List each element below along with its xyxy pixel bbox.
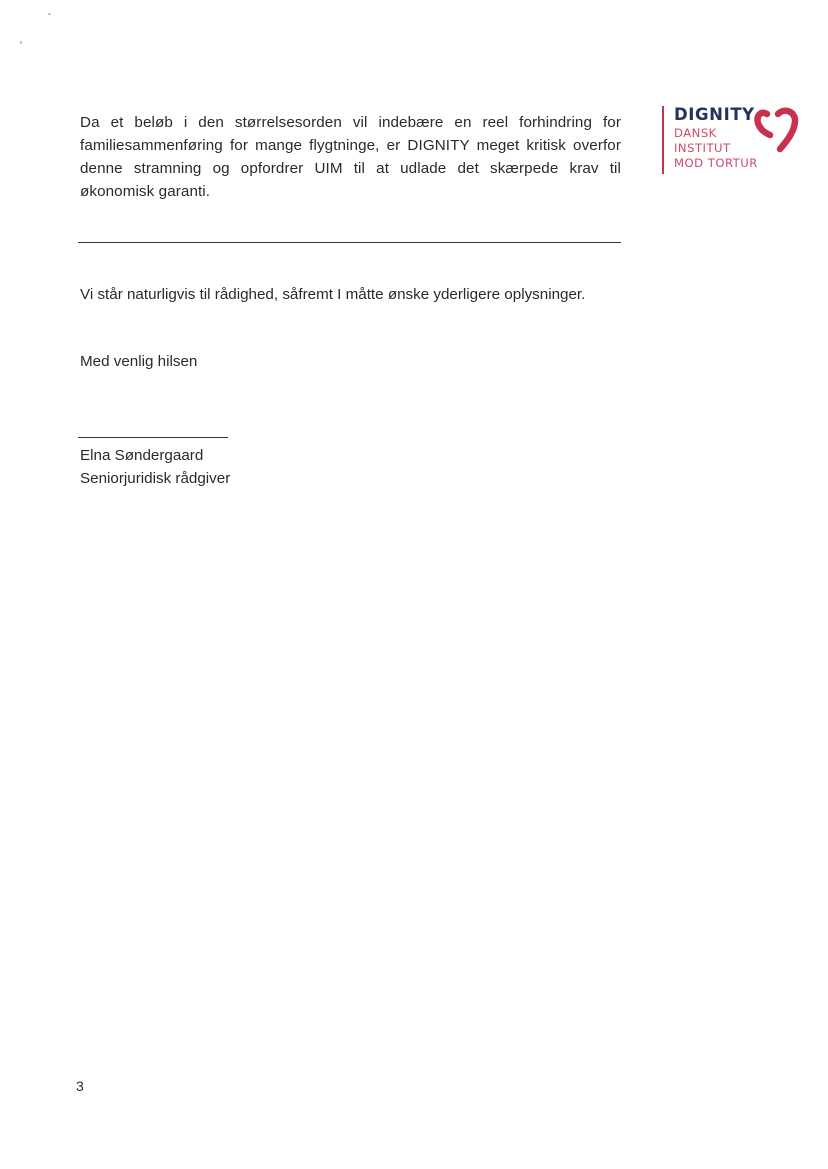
closing-sentence: Vi står naturligvis til rådighed, såfremt I måtte ønske yderligere oplysninger. <box>80 286 586 303</box>
horizontal-divider <box>78 242 621 243</box>
scan-speck <box>48 13 51 15</box>
signature-line <box>78 437 228 438</box>
heart-logo-icon <box>754 104 800 154</box>
logo-divider-bar <box>662 106 664 174</box>
logo-subtitle-line-3: MOD TORTUR <box>674 156 758 170</box>
page-number: 3 <box>76 1078 84 1094</box>
logo-subtitle-line-2: INSTITUT <box>674 141 731 155</box>
greeting: Med venlig hilsen <box>80 353 198 370</box>
body-paragraph: Da et beløb i den størrelsesorden vil indebære en reel forhindring for familiesammenføring for mange flygtninge, er DIGNITY meget kritisk overfor denne stramning og opfordrer UIM til at udlade det skærpede krav til økonomisk garanti. <box>80 114 621 200</box>
signer-name: Elna Søndergaard <box>80 447 204 464</box>
logo-title: DIGNITY <box>674 105 755 124</box>
signer-title: Seniorjuridisk rådgiver <box>80 470 231 487</box>
logo-subtitle-line-1: DANSK <box>674 126 717 140</box>
dignity-logo <box>662 104 802 176</box>
scan-speck <box>20 41 22 44</box>
